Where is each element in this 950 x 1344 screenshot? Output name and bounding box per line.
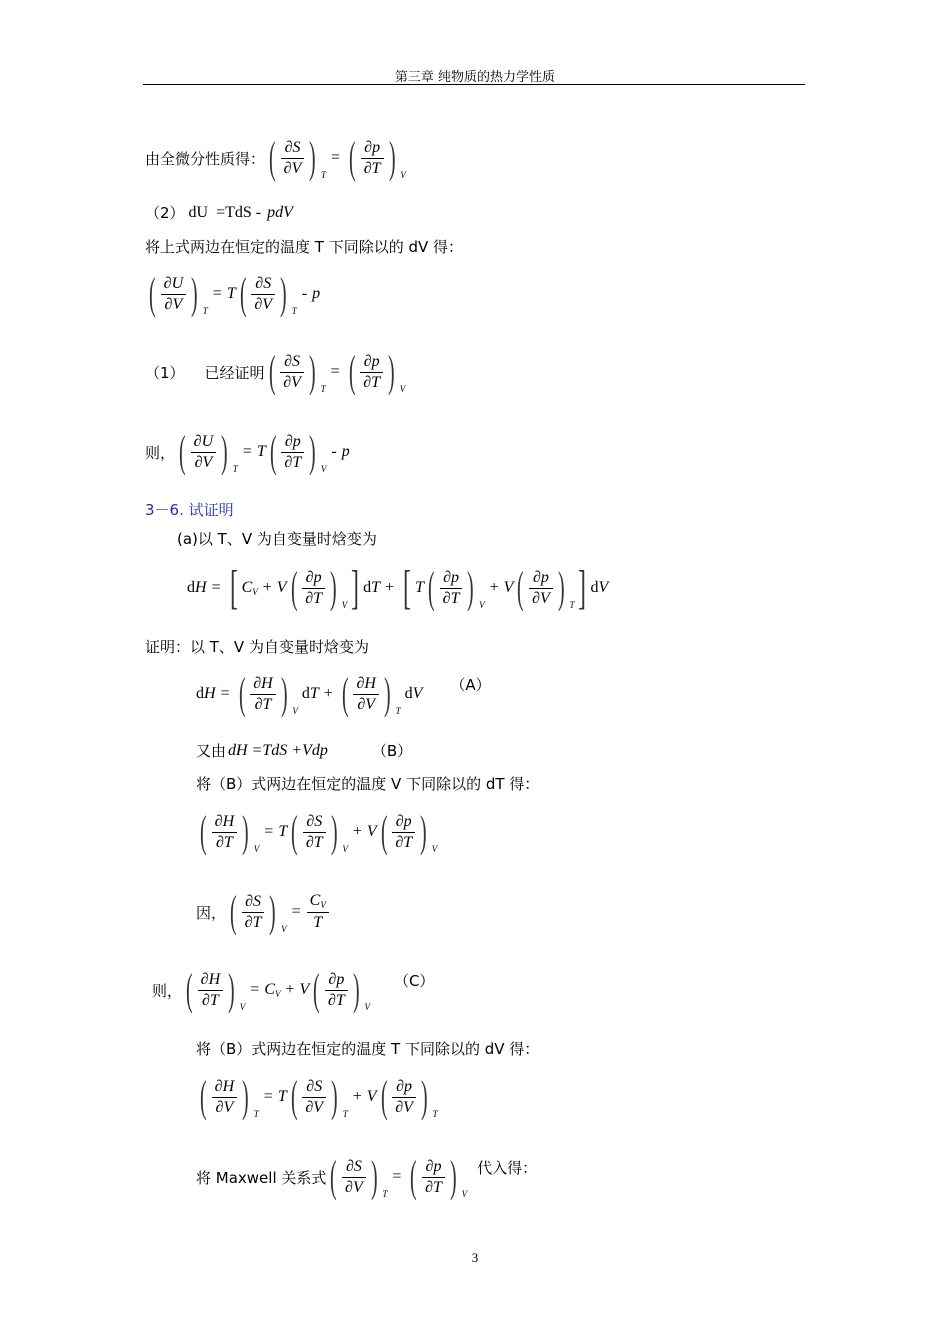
block-maxwell: 将 Maxwell 关系式 ( $\frac{\partial S}{\partial V}$ ) T = ( $\frac{\partial p}{\partial T}$ ) V 代入得： — [196, 1152, 538, 1201]
fraction-dp-dT-2: $\frac{\partial p}{\partial T}$ — [360, 352, 383, 393]
equation-dU — [145, 202, 293, 223]
paragraph-divide-dV-2 — [196, 1038, 539, 1059]
eq-TdS: =TdS - — [216, 203, 262, 221]
text-maxwell-prefix: 将 Maxwell 关系式 — [196, 1168, 327, 1187]
equation-dU-dV: ( $\frac{\partial U}{\partial V}$ ) T = T ( $\frac{\partial S}{\partial V}$ ) T - p — [149, 269, 321, 318]
header-rule — [143, 84, 805, 85]
text-proof-intro: 证明：以 T、V 为自变量时焓变为 — [145, 638, 369, 656]
block-because: 因， ( $\frac{\partial S}{\partial T}$ ) V = $\frac{CV}{T}$ — [196, 890, 330, 934]
text-already-proven: 已经证明 — [204, 363, 265, 382]
fraction-dp-dT-3: $\frac{\partial p}{\partial T}$ — [281, 432, 304, 473]
tag-A: （A） — [450, 675, 491, 694]
fraction-dU-dV-2: $\frac{\partial U}{\partial V}$ — [191, 432, 216, 473]
text-maxwell-suffix: 代入得： — [477, 1158, 538, 1177]
eq-pdV: pdV — [267, 203, 293, 221]
eq-B-expr: dH =TdS +Vdp — [228, 741, 328, 759]
equation-B — [196, 740, 412, 761]
text-section-title: 3－6. 试证明 — [145, 501, 234, 519]
paragraph-divide-dV — [145, 236, 463, 257]
statement-a — [177, 528, 377, 549]
paragraph-divide-dT — [196, 773, 539, 794]
text-because: 因， — [196, 903, 227, 922]
text-divide-dV: 将上式两边在恒定的温度 T 下同除以的 dV 得： — [145, 238, 464, 256]
tag-C: （C） — [393, 971, 435, 990]
proof-intro — [145, 636, 369, 657]
block-already-proven: （1） 已经证明 ( $\frac{\partial S}{\partial V}$ ) T = ( $\frac{\partial p}{\partial T}$ ) V — [145, 347, 406, 396]
equation-A: d H = ( $\frac{\partial H}{\partial T}$ ) V d T + ( $\frac{\partial H}{\partial V}$ ) T d V （A） — [196, 669, 491, 718]
fraction-dS-dV-3: $\frac{\partial S}{\partial V}$ — [280, 352, 304, 393]
fraction-dU-dV: $\frac{\partial U}{\partial V}$ — [161, 274, 186, 315]
text-therefore: 则， — [145, 443, 176, 462]
tag-B: （B） — [371, 742, 413, 760]
section-title-3-6 — [145, 499, 234, 520]
block-therefore: 则， ( $\frac{\partial U}{\partial V}$ ) T = T ( $\frac{\partial p}{\partial T}$ ) V - p — [145, 427, 350, 476]
equation-dH-dV: ( $\frac{\partial H}{\partial V}$ ) T = T ( $\frac{\partial S}{\partial V}$ ) T + V ( $\frac{\partial p}{\partial V}$ ) T — [200, 1072, 438, 1121]
label-1: （1） — [145, 363, 185, 382]
eq-dU: dU — [188, 203, 209, 221]
label-2: （2） — [145, 204, 185, 222]
text-divide-dT: 将（B）式两边在恒定的温度 V 下同除以的 dT 得： — [196, 775, 540, 793]
equation-dH-dT: ( $\frac{\partial H}{\partial T}$ ) V = T ( $\frac{\partial S}{\partial T}$ ) V + V ( $\frac{\partial p}{\partial T}$ ) V — [200, 807, 438, 856]
text-divide-dV-2: 将（B）式两边在恒定的温度 T 下同除以的 dV 得： — [196, 1040, 540, 1058]
text-then-2: 则， — [152, 981, 183, 1000]
text-total-differential: 由全微分性质得： — [145, 149, 266, 168]
fraction-dS-dV-2: $\frac{\partial S}{\partial V}$ — [251, 274, 275, 315]
fraction-dS-dV: $\frac{\partial S}{\partial V}$ — [281, 138, 305, 179]
page-number: 3 — [471, 1250, 479, 1265]
text-also-from: 又由 — [196, 742, 227, 760]
text-statement-a: (a)以 T、V 为自变量时焓变为 — [177, 530, 377, 548]
equation-C: 则， ( $\frac{\partial H}{\partial T}$ ) V = C V + V ( $\frac{\partial p}{\partial T}$ ) V （C） — [152, 965, 435, 1014]
block-total-differential: 由全微分性质得： ( $\frac{\partial S}{\partial V}$ ) T = ( $\frac{\partial p}{\partial T}$ ) V — [145, 133, 406, 182]
page-header-title: 第三章 纯物质的热力学性质 — [394, 70, 556, 85]
fraction-dp-dT: $\frac{\partial p}{\partial T}$ — [361, 138, 384, 179]
equation-dH-full: d H = [ C V + V ( $\frac{\partial p}{\partial T}$ ) V ] d T + [ T ( $\frac{\partial p}{\partial T}$ ) V + V ( $\frac{\partial p}{\partial V}$ ) T ] d V — [187, 561, 609, 614]
